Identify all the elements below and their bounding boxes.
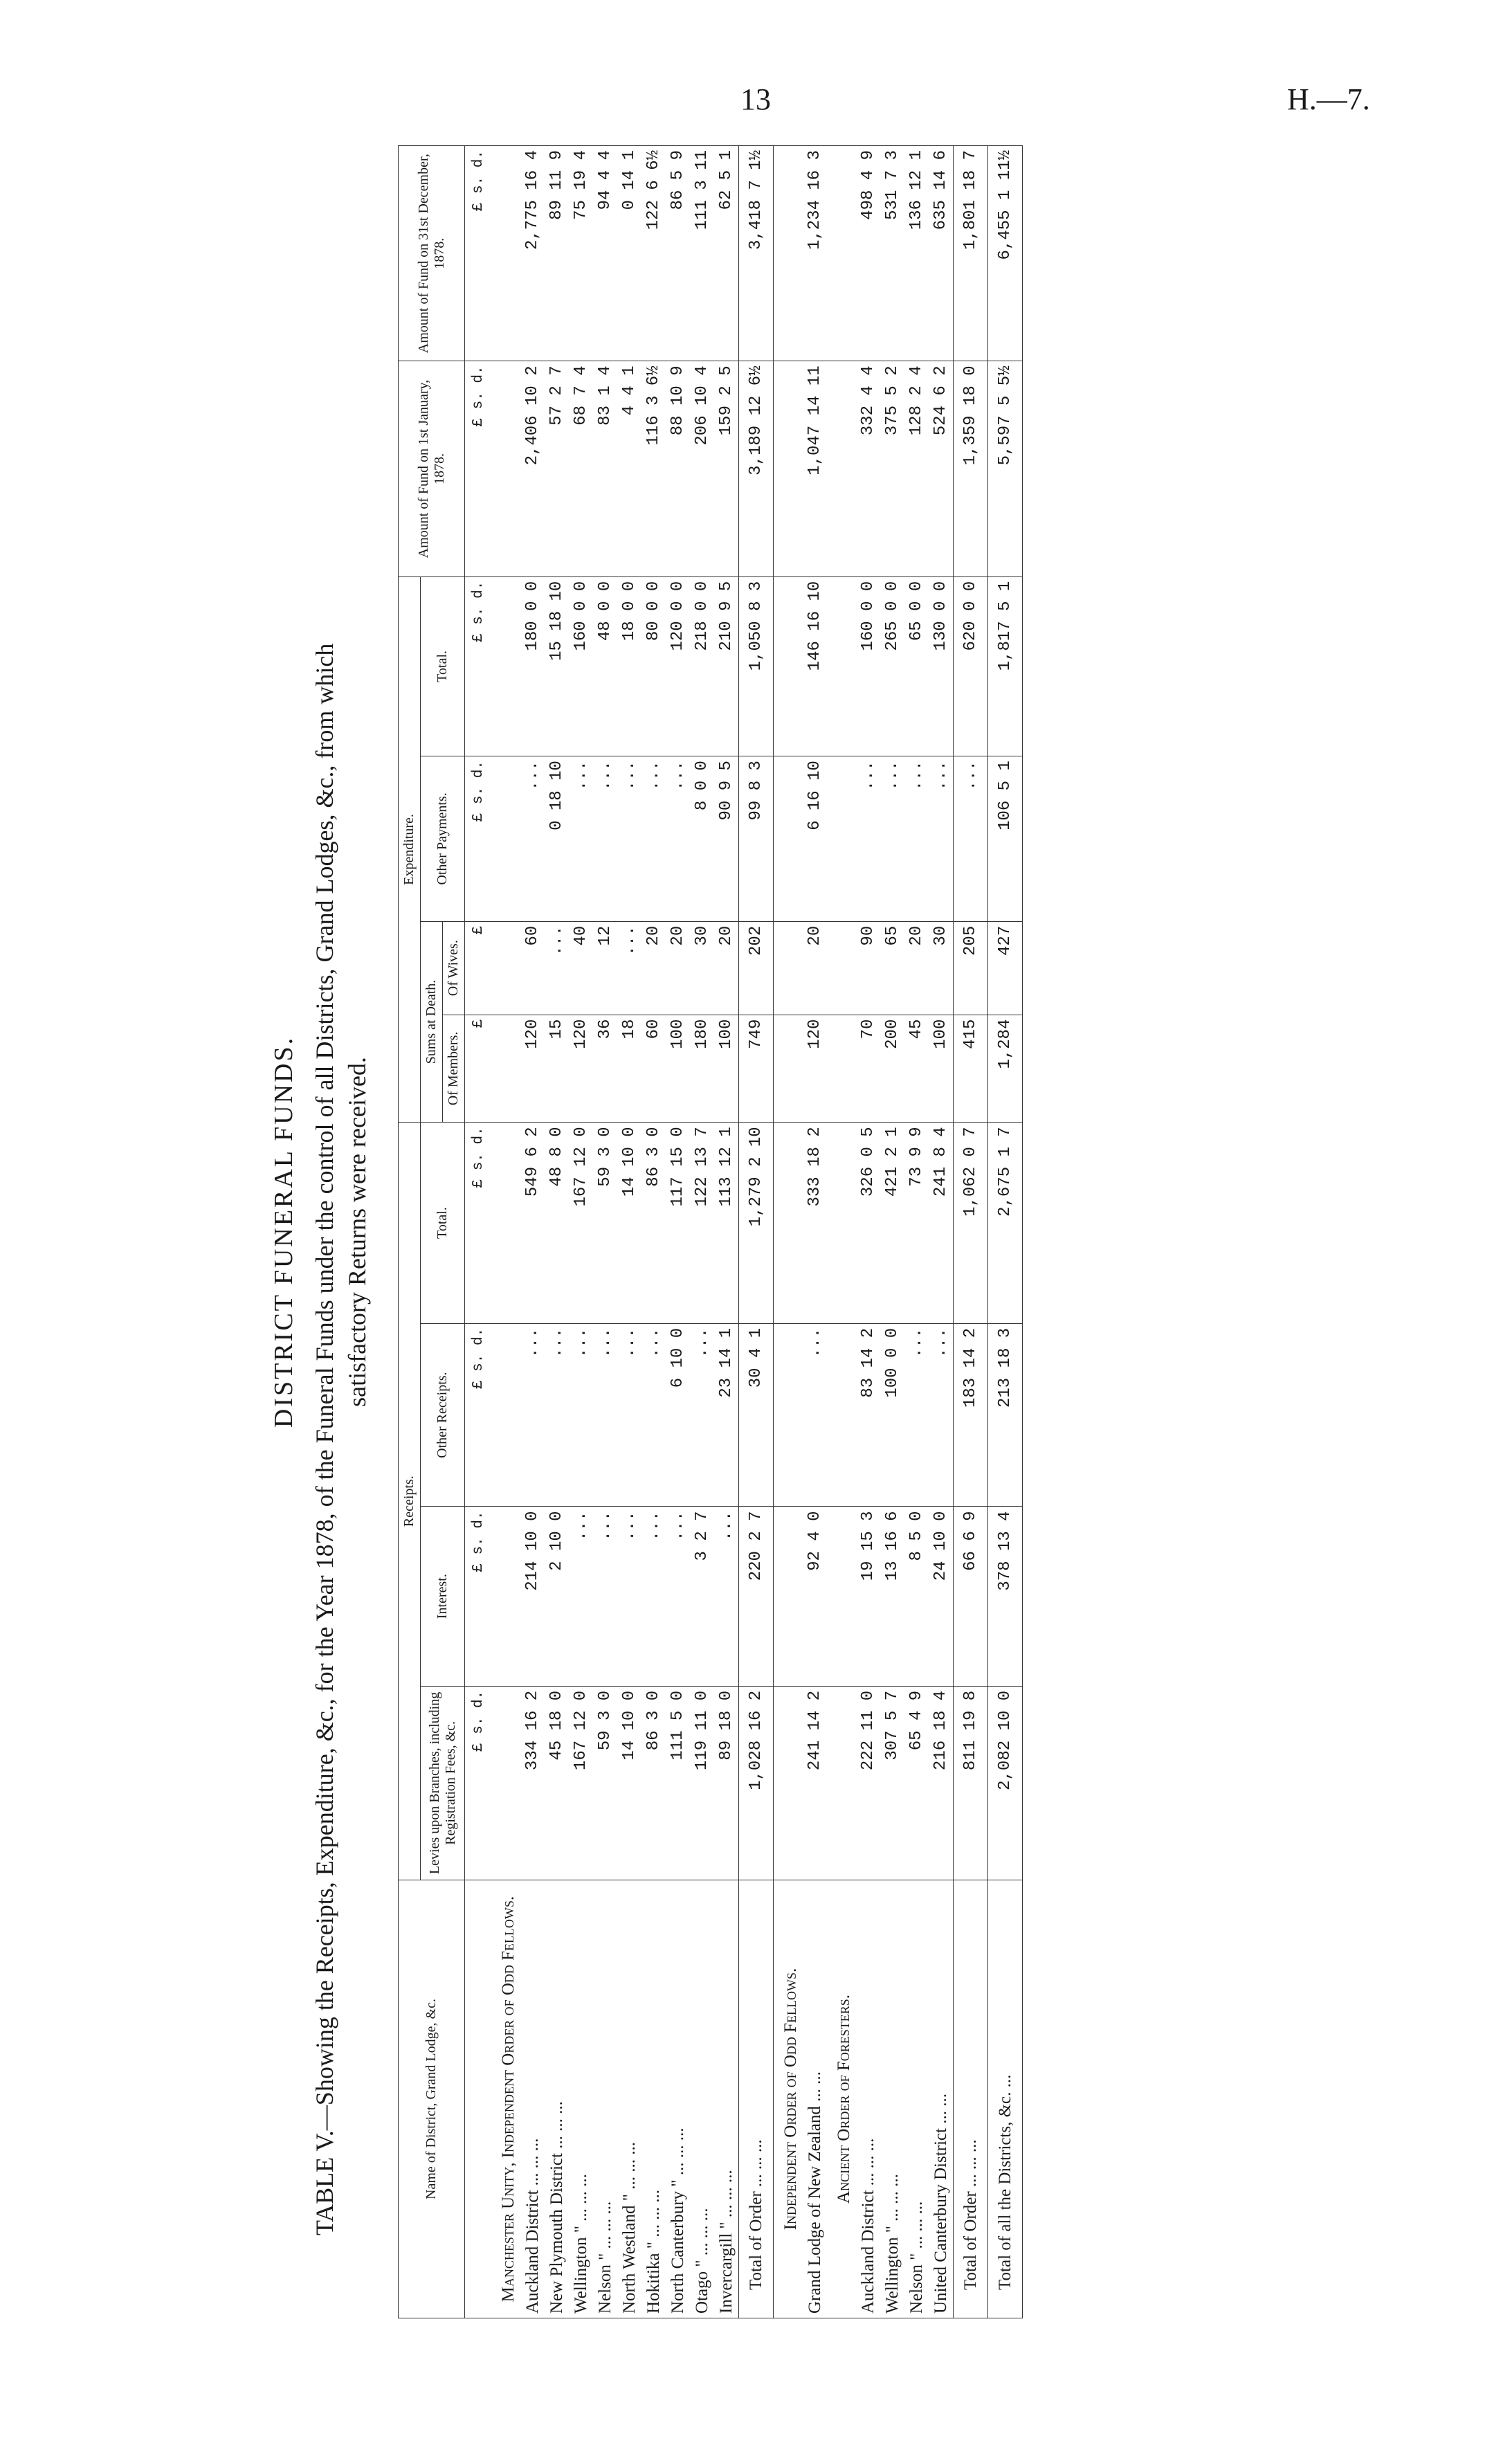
cell-other-payments: ... xyxy=(666,756,690,922)
row-name: Total of Order ... ... ... xyxy=(953,1880,987,2318)
cell-levies: 1,028 16 2 xyxy=(738,1686,773,1880)
unit-interest: £ s. d. xyxy=(465,1507,491,1686)
unit-total-receipts: £ s. d. xyxy=(465,1123,491,1324)
cell-of-members: 100 xyxy=(666,1015,690,1123)
cell-other-payments: ... xyxy=(929,756,954,922)
cell-interest: 19 15 3 xyxy=(856,1507,880,1686)
cell-total-receipts: 73 9 9 xyxy=(904,1123,929,1324)
row-name: Total of Order ... ... ... xyxy=(738,1880,773,2318)
cell-fund-jan: 88 10 9 xyxy=(666,361,690,576)
cell-other-payments: 106 5 1 xyxy=(987,756,1022,922)
cell-fund-jan: 5,597 5 5½ xyxy=(987,361,1022,576)
cell-fund-jan: 206 10 4 xyxy=(690,361,714,576)
cell-other-payments: ... xyxy=(641,756,666,922)
table-row xyxy=(880,146,904,2318)
cell-total-expenditure: 120 0 0 xyxy=(666,576,690,756)
table-row xyxy=(856,146,880,2318)
cell-other-payments: 99 8 3 xyxy=(738,756,773,922)
header-receipts: Receipts. xyxy=(399,1123,421,1880)
cell-of-wives: 90 xyxy=(856,921,880,1015)
cell-fund-dec: 498 4 9 xyxy=(856,146,880,361)
cell-fund-jan: 159 2 5 xyxy=(714,361,739,576)
unit-fund-jan: £ s. d. xyxy=(465,361,491,576)
cell-levies: 307 5 7 xyxy=(880,1686,904,1880)
header-total-expenditure: Total. xyxy=(421,576,465,756)
cell-of-wives: 427 xyxy=(987,921,1022,1015)
cell-other-receipts: 6 10 0 xyxy=(666,1323,690,1507)
cell-fund-dec: 111 3 11 xyxy=(690,146,714,361)
cell-of-wives: 205 xyxy=(953,921,987,1015)
cell-fund-jan: 524 6 2 xyxy=(929,361,954,576)
table-caption-line-1: TABLE V.—Showing the Receipts, Expenditure, &c., for the Year 1878, of the Funeral Funds under the control of all Districts, Grand Lodges, &c., from which xyxy=(311,643,338,2235)
table-row xyxy=(569,146,593,2318)
cell-other-receipts: ... xyxy=(617,1323,641,1507)
section-heading-row xyxy=(491,146,520,2318)
cell-total-expenditure: 210 9 5 xyxy=(714,576,739,756)
cell-total-receipts: 167 12 0 xyxy=(569,1123,593,1324)
header-interest: Interest. xyxy=(421,1507,465,1686)
row-name: Auckland District ... ... ... xyxy=(856,1880,880,2318)
cell-interest: ... xyxy=(593,1507,617,1686)
cell-of-wives: 202 xyxy=(738,921,773,1015)
cell-other-payments: ... xyxy=(904,756,929,922)
header-fund-dec: Amount of Fund on 31st December, 1878. xyxy=(399,146,465,361)
cell-other-payments: 6 16 10 xyxy=(803,756,827,922)
cell-of-members: 415 xyxy=(953,1015,987,1123)
row-name: Nelson " ... ... ... xyxy=(904,1880,929,2318)
cell-interest: ... xyxy=(641,1507,666,1686)
cell-of-members: 120 xyxy=(803,1015,827,1123)
cell-levies: 2,082 10 0 xyxy=(987,1686,1022,1880)
header-expenditure: Expenditure. xyxy=(399,576,421,1123)
table-heading: DISTRICT FUNERAL FUNDS. xyxy=(269,1035,298,1428)
cell-of-wives: ... xyxy=(545,921,569,1015)
cell-of-wives: 40 xyxy=(569,921,593,1015)
cell-fund-dec: 136 12 1 xyxy=(904,146,929,361)
cell-levies: 89 18 0 xyxy=(714,1686,739,1880)
cell-fund-jan: 1,047 14 11 xyxy=(803,361,827,576)
cell-interest: 214 10 0 xyxy=(520,1507,545,1686)
cell-fund-dec: 94 4 4 xyxy=(593,146,617,361)
table-row xyxy=(617,146,641,2318)
order-total-row xyxy=(953,146,987,2318)
row-name: Nelson " ... ... ... xyxy=(593,1880,617,2318)
cell-fund-dec: 0 14 1 xyxy=(617,146,641,361)
row-name: Invercargill " ... ... ... xyxy=(714,1880,739,2318)
table-row xyxy=(641,146,666,2318)
cell-levies: 86 3 0 xyxy=(641,1686,666,1880)
cell-other-receipts: 100 0 0 xyxy=(880,1323,904,1507)
cell-interest: ... xyxy=(714,1507,739,1686)
cell-other-payments: ... xyxy=(856,756,880,922)
cell-levies: 167 12 0 xyxy=(569,1686,593,1880)
cell-total-expenditure: 146 16 10 xyxy=(803,576,827,756)
cell-other-receipts: ... xyxy=(520,1323,545,1507)
cell-of-wives: 30 xyxy=(929,921,954,1015)
cell-other-payments: ... xyxy=(593,756,617,922)
cell-of-wives: 20 xyxy=(714,921,739,1015)
row-name: United Canterbury District ... ... xyxy=(929,1880,954,2318)
cell-other-receipts: 23 14 1 xyxy=(714,1323,739,1507)
cell-total-receipts: 241 8 4 xyxy=(929,1123,954,1324)
cell-levies: 65 4 9 xyxy=(904,1686,929,1880)
cell-other-receipts: 183 14 2 xyxy=(953,1323,987,1507)
cell-fund-dec: 3,418 7 1½ xyxy=(738,146,773,361)
cell-of-wives: 20 xyxy=(641,921,666,1015)
cell-levies: 216 18 4 xyxy=(929,1686,954,1880)
cell-other-payments: 0 18 10 xyxy=(545,756,569,922)
rotated-table-area xyxy=(263,145,1246,2318)
cell-of-wives: 60 xyxy=(520,921,545,1015)
cell-total-expenditure: 80 0 0 xyxy=(641,576,666,756)
cell-fund-jan: 375 5 2 xyxy=(880,361,904,576)
cell-of-wives: ... xyxy=(617,921,641,1015)
cell-other-payments: ... xyxy=(953,756,987,922)
header-other-payments: Other Payments. xyxy=(421,756,465,922)
row-name: Grand Lodge of New Zealand ... ... xyxy=(803,1880,827,2318)
table-caption-line-2: satisfactory Returns were received. xyxy=(343,1057,372,1407)
cell-of-members: 120 xyxy=(569,1015,593,1123)
header-levies: Levies upon Branches, including Registration Fees, &c. xyxy=(421,1686,465,1880)
unit-other-payments: £ s. d. xyxy=(465,756,491,922)
cell-of-wives: 20 xyxy=(666,921,690,1015)
cell-levies: 811 19 8 xyxy=(953,1686,987,1880)
cell-other-receipts: ... xyxy=(904,1323,929,1507)
row-name: Wellington " ... ... ... xyxy=(880,1880,904,2318)
cell-interest: 92 4 0 xyxy=(803,1507,827,1686)
cell-of-wives: 20 xyxy=(904,921,929,1015)
section-heading-row xyxy=(773,146,803,2318)
cell-interest: 66 6 9 xyxy=(953,1507,987,1686)
cell-interest: 24 10 0 xyxy=(929,1507,954,1686)
cell-fund-jan: 128 2 4 xyxy=(904,361,929,576)
row-name: North Westland " ... ... ... xyxy=(617,1880,641,2318)
cell-total-receipts: 326 0 5 xyxy=(856,1123,880,1324)
section-title: Independent Order of Odd Fellows. xyxy=(773,1880,803,2318)
cell-total-expenditure: 1,817 5 1 xyxy=(987,576,1022,756)
cell-levies: 119 11 0 xyxy=(690,1686,714,1880)
cell-of-members: 200 xyxy=(880,1015,904,1123)
cell-other-payments: ... xyxy=(520,756,545,922)
table-row xyxy=(520,146,545,2318)
header-name: Name of District, Grand Lodge, &c. xyxy=(399,1880,465,2318)
cell-of-members: 100 xyxy=(929,1015,954,1123)
table-row xyxy=(666,146,690,2318)
cell-other-receipts: ... xyxy=(545,1323,569,1507)
cell-total-expenditure: 180 0 0 xyxy=(520,576,545,756)
table-row xyxy=(929,146,954,2318)
cell-total-expenditure: 218 0 0 xyxy=(690,576,714,756)
cell-total-expenditure: 65 0 0 xyxy=(904,576,929,756)
header-total-receipts: Total. xyxy=(421,1123,465,1324)
cell-interest: 8 5 0 xyxy=(904,1507,929,1686)
cell-fund-jan: 116 3 6½ xyxy=(641,361,666,576)
cell-fund-jan: 3,189 12 6½ xyxy=(738,361,773,576)
funeral-funds-table xyxy=(398,145,1023,2318)
cell-of-wives: 12 xyxy=(593,921,617,1015)
unit-of-members: £ xyxy=(465,1015,491,1123)
cell-of-members: 100 xyxy=(714,1015,739,1123)
cell-of-members: 45 xyxy=(904,1015,929,1123)
cell-levies: 59 3 0 xyxy=(593,1686,617,1880)
cell-other-payments: ... xyxy=(569,756,593,922)
cell-of-members: 36 xyxy=(593,1015,617,1123)
cell-interest: 378 13 4 xyxy=(987,1507,1022,1686)
cell-fund-dec: 6,455 1 11½ xyxy=(987,146,1022,361)
cell-total-receipts: 549 6 2 xyxy=(520,1123,545,1324)
row-name: Auckland District ... ... ... xyxy=(520,1880,545,2318)
cell-fund-jan: 332 4 4 xyxy=(856,361,880,576)
cell-of-wives: 20 xyxy=(803,921,827,1015)
cell-fund-dec: 86 5 9 xyxy=(666,146,690,361)
section-title: Manchester Unity, Independent Order of Odd Fellows. xyxy=(491,1880,520,2318)
cell-fund-jan: 1,359 18 0 xyxy=(953,361,987,576)
cell-fund-dec: 635 14 6 xyxy=(929,146,954,361)
cell-other-receipts: 30 4 1 xyxy=(738,1323,773,1507)
cell-levies: 111 5 0 xyxy=(666,1686,690,1880)
cell-other-payments: 8 0 0 xyxy=(690,756,714,922)
section-heading-row xyxy=(827,146,856,2318)
cell-fund-dec: 75 19 4 xyxy=(569,146,593,361)
cell-other-receipts: ... xyxy=(593,1323,617,1507)
cell-other-receipts: 83 14 2 xyxy=(856,1323,880,1507)
cell-fund-dec: 122 6 6½ xyxy=(641,146,666,361)
cell-interest: 2 10 0 xyxy=(545,1507,569,1686)
cell-other-payments: ... xyxy=(880,756,904,922)
cell-interest: 13 16 6 xyxy=(880,1507,904,1686)
unit-other-receipts: £ s. d. xyxy=(465,1323,491,1507)
cell-total-receipts: 122 13 7 xyxy=(690,1123,714,1324)
units-row xyxy=(465,146,491,2318)
cell-of-members: 15 xyxy=(545,1015,569,1123)
cell-total-expenditure: 48 0 0 xyxy=(593,576,617,756)
cell-total-expenditure: 15 18 10 xyxy=(545,576,569,756)
header-other-receipts: Other Receipts. xyxy=(421,1323,465,1507)
table-row xyxy=(803,146,827,2318)
unit-fund-dec: £ s. d. xyxy=(465,146,491,361)
cell-of-members: 18 xyxy=(617,1015,641,1123)
table-row xyxy=(904,146,929,2318)
cell-levies: 334 16 2 xyxy=(520,1686,545,1880)
cell-total-expenditure: 160 0 0 xyxy=(569,576,593,756)
cell-of-members: 60 xyxy=(641,1015,666,1123)
cell-total-receipts: 113 12 1 xyxy=(714,1123,739,1324)
cell-total-receipts: 14 10 0 xyxy=(617,1123,641,1324)
cell-fund-dec: 2,775 16 4 xyxy=(520,146,545,361)
header-sums-at-death: Sums at Death. xyxy=(421,921,443,1123)
table-row xyxy=(593,146,617,2318)
cell-of-members: 1,284 xyxy=(987,1015,1022,1123)
cell-total-expenditure: 18 0 0 xyxy=(617,576,641,756)
header-of-wives: Of Wives. xyxy=(443,921,465,1015)
cell-total-expenditure: 130 0 0 xyxy=(929,576,954,756)
cell-fund-jan: 83 1 4 xyxy=(593,361,617,576)
cell-interest: 220 2 7 xyxy=(738,1507,773,1686)
cell-levies: 222 11 0 xyxy=(856,1686,880,1880)
cell-fund-jan: 68 7 4 xyxy=(569,361,593,576)
cell-fund-dec: 1,801 18 7 xyxy=(953,146,987,361)
cell-total-receipts: 2,675 1 7 xyxy=(987,1123,1022,1324)
row-name: Hokitika " ... ... ... xyxy=(641,1880,666,2318)
cell-interest: 3 2 7 xyxy=(690,1507,714,1686)
cell-fund-dec: 1,234 16 3 xyxy=(803,146,827,361)
cell-other-receipts: 213 18 3 xyxy=(987,1323,1022,1507)
row-name: Total of all the Districts, &c. ... xyxy=(987,1880,1022,2318)
row-name: North Canterbury " ... ... ... xyxy=(666,1880,690,2318)
cell-interest: ... xyxy=(617,1507,641,1686)
table-row xyxy=(545,146,569,2318)
cell-other-receipts: ... xyxy=(929,1323,954,1507)
row-name: Otago " ... ... ... xyxy=(690,1880,714,2318)
cell-levies: 241 14 2 xyxy=(803,1686,827,1880)
cell-other-payments: ... xyxy=(617,756,641,922)
order-total-row xyxy=(738,146,773,2318)
unit-total-expenditure: £ s. d. xyxy=(465,576,491,756)
cell-of-wives: 30 xyxy=(690,921,714,1015)
cell-other-receipts: ... xyxy=(569,1323,593,1507)
header-row-1 xyxy=(399,146,421,2318)
table-body xyxy=(465,146,1023,2318)
cell-total-receipts: 1,279 2 10 xyxy=(738,1123,773,1324)
cell-total-receipts: 86 3 0 xyxy=(641,1123,666,1324)
cell-interest: ... xyxy=(666,1507,690,1686)
cell-of-wives: 65 xyxy=(880,921,904,1015)
cell-other-receipts: ... xyxy=(641,1323,666,1507)
cell-total-receipts: 117 15 0 xyxy=(666,1123,690,1324)
cell-total-receipts: 1,062 0 7 xyxy=(953,1123,987,1324)
cell-fund-jan: 2,406 10 2 xyxy=(520,361,545,576)
cell-total-expenditure: 1,050 8 3 xyxy=(738,576,773,756)
row-name: New Plymouth District ... ... ... xyxy=(545,1880,569,2318)
section-title: Ancient Order of Foresters. xyxy=(827,1880,856,2318)
cell-fund-jan: 4 4 1 xyxy=(617,361,641,576)
cell-of-members: 120 xyxy=(520,1015,545,1123)
grand-total-row xyxy=(987,146,1022,2318)
table-row xyxy=(714,146,739,2318)
cell-interest: ... xyxy=(569,1507,593,1686)
cell-total-expenditure: 620 0 0 xyxy=(953,576,987,756)
header-of-members: Of Members. xyxy=(443,1015,465,1123)
cell-fund-dec: 62 5 1 xyxy=(714,146,739,361)
cell-other-receipts: ... xyxy=(690,1323,714,1507)
cell-of-members: 749 xyxy=(738,1015,773,1123)
cell-other-payments: 90 9 5 xyxy=(714,756,739,922)
cell-total-receipts: 333 18 2 xyxy=(803,1123,827,1324)
cell-fund-jan: 57 2 7 xyxy=(545,361,569,576)
cell-total-receipts: 59 3 0 xyxy=(593,1123,617,1324)
cell-fund-dec: 89 11 9 xyxy=(545,146,569,361)
unit-levies: £ s. d. xyxy=(465,1686,491,1880)
unit-of-wives: £ xyxy=(465,921,491,1015)
document-reference: H.—7. xyxy=(1287,82,1370,116)
cell-levies: 45 18 0 xyxy=(545,1686,569,1880)
table-row xyxy=(690,146,714,2318)
page-number: 13 xyxy=(740,82,771,116)
cell-total-receipts: 421 2 1 xyxy=(880,1123,904,1324)
cell-of-members: 70 xyxy=(856,1015,880,1123)
cell-total-receipts: 48 8 0 xyxy=(545,1123,569,1324)
cell-other-receipts: ... xyxy=(803,1323,827,1507)
cell-of-members: 180 xyxy=(690,1015,714,1123)
cell-levies: 14 10 0 xyxy=(617,1686,641,1880)
cell-total-expenditure: 265 0 0 xyxy=(880,576,904,756)
header-fund-jan: Amount of Fund on 1st January, 1878. xyxy=(399,361,465,576)
row-name: Wellington " ... ... ... xyxy=(569,1880,593,2318)
cell-fund-dec: 531 7 3 xyxy=(880,146,904,361)
cell-total-expenditure: 160 0 0 xyxy=(856,576,880,756)
